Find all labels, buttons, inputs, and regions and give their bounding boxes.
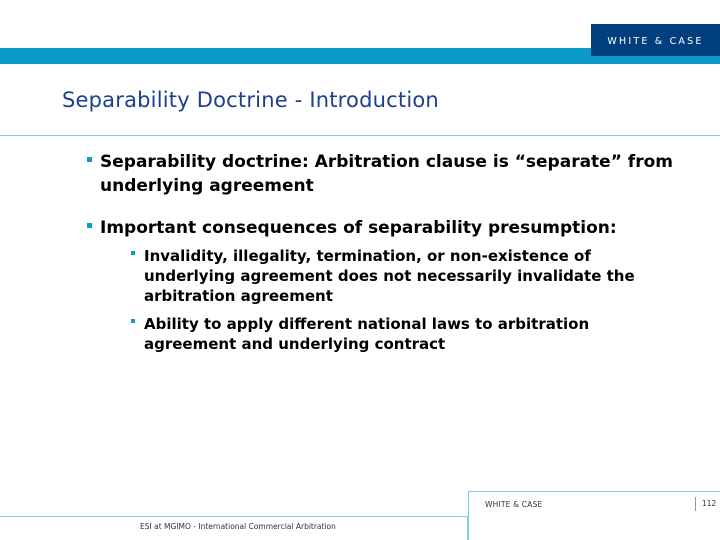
bullet-item bbox=[84, 216, 684, 354]
bullet-text: Separability doctrine: Arbitration clause is “separate” from underlying agreement bbox=[100, 152, 673, 196]
sub-bullet-list bbox=[128, 246, 684, 354]
bullet-text: Important consequences of separability presumption: bbox=[100, 218, 617, 238]
square-bullet-icon bbox=[131, 251, 135, 255]
sub-bullet-item bbox=[128, 246, 684, 306]
square-bullet-icon bbox=[87, 223, 92, 228]
slide-body bbox=[84, 150, 684, 372]
square-bullet-icon bbox=[87, 157, 92, 162]
footer-frame-right bbox=[468, 491, 720, 540]
logo-text: WHITE & CASE bbox=[607, 35, 704, 47]
slide-title: Separability Doctrine - Introduction bbox=[62, 88, 439, 112]
title-divider bbox=[0, 135, 720, 136]
page-number: 112 bbox=[702, 499, 717, 508]
footer-course-title: ESI at MGIMO - International Commercial Arbitration bbox=[140, 522, 336, 531]
square-bullet-icon bbox=[131, 319, 135, 323]
bullet-item bbox=[84, 150, 684, 198]
footer-separator bbox=[695, 497, 696, 511]
footer-brand: WHITE & CASE bbox=[485, 500, 543, 509]
sub-bullet-item bbox=[128, 314, 684, 354]
sub-bullet-text: Ability to apply different national laws to arbitration agreement and underlying contract bbox=[144, 315, 590, 353]
sub-bullet-text: Invalidity, illegality, termination, or non-existence of underlying agreement does not necessarily invalidate the arbitration agreement bbox=[144, 247, 635, 305]
white-case-logo bbox=[591, 24, 720, 56]
